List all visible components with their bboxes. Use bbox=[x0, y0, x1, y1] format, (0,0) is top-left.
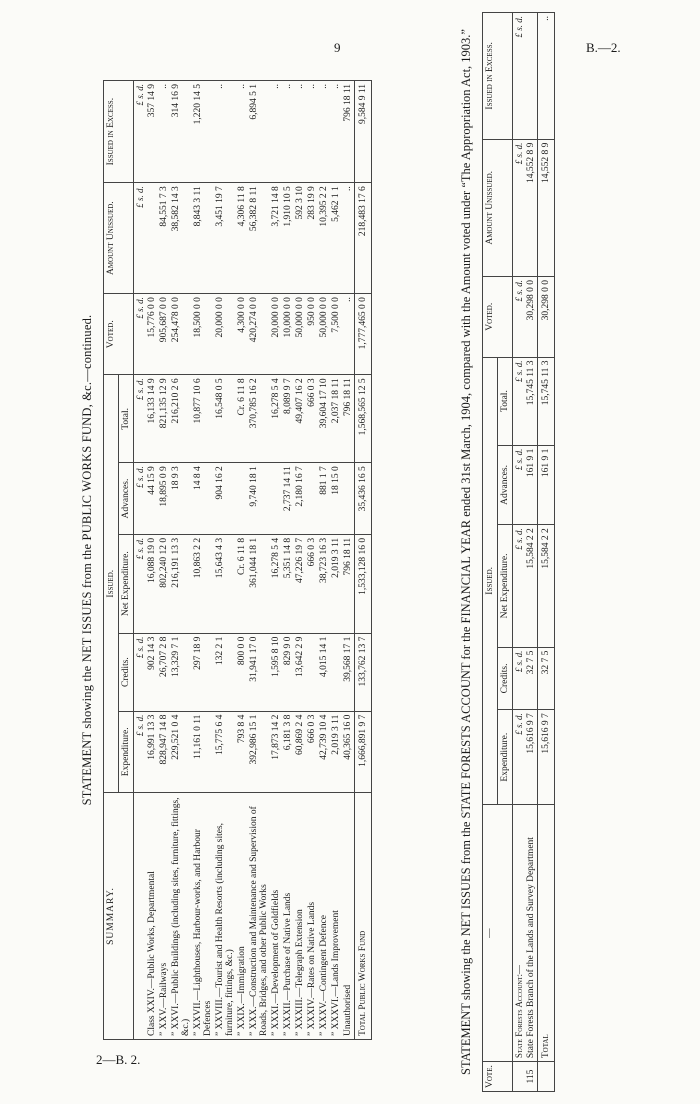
voted-header: Voted. bbox=[483, 276, 513, 357]
row-description: ” XXV.—Railways bbox=[158, 793, 170, 1040]
expenditure-cell: 60,869 2 4 bbox=[294, 711, 306, 792]
excess-cell: .. bbox=[306, 81, 318, 183]
excess-cell: .. bbox=[318, 81, 330, 183]
excess-cell: .. bbox=[538, 13, 555, 140]
unit-label: £ s. d. bbox=[134, 375, 147, 463]
description-header: — bbox=[483, 805, 513, 1062]
voted-cell: 50,000 0 0 bbox=[318, 294, 330, 375]
net-expenditure-cell: 16,088 19 0 bbox=[146, 534, 158, 633]
advances-cell: 35,436 16 5 bbox=[355, 463, 372, 535]
excess-cell: 9,584 9 11 bbox=[355, 81, 372, 183]
excess-cell: .. bbox=[270, 81, 282, 183]
credits-header: Credits. bbox=[498, 647, 513, 710]
net-expenditure-cell: 796 18 11 bbox=[342, 534, 355, 633]
excess-cell bbox=[525, 13, 538, 140]
net-expenditure-cell: 5,351 14 8 bbox=[282, 534, 294, 633]
unissued-cell: 592 3 10 bbox=[294, 183, 306, 294]
expenditure-cell: 392,986 15 1 bbox=[248, 711, 270, 792]
summary-header: SUMMARY. bbox=[104, 793, 134, 1040]
row-description: ” XXXIII.—Telegraph Extension bbox=[294, 793, 306, 1040]
unissued-cell: 38,582 14 3 bbox=[170, 183, 192, 294]
excess-cell: .. bbox=[158, 81, 170, 183]
total-cell: Cr. 6 11 8 bbox=[236, 375, 248, 463]
unissued-cell: 14,552 8 9 bbox=[538, 139, 555, 276]
total-cell: 15,745 11 3 bbox=[538, 357, 555, 445]
unit-label: £ s. d. bbox=[513, 139, 526, 276]
page-footer: 2—B. 2. bbox=[96, 1052, 141, 1067]
total-cell: 39,604 17 10 bbox=[318, 375, 330, 463]
table-row bbox=[294, 81, 306, 1040]
advances-cell: 18 15 0 bbox=[330, 463, 342, 535]
expenditure-header: Expenditure. bbox=[498, 710, 513, 805]
credits-cell: 39,568 17 1 bbox=[342, 633, 355, 711]
unissued-cell: 283 19 9 bbox=[306, 183, 318, 294]
table-row bbox=[158, 81, 170, 1040]
advances-cell: 2,737 14 11 bbox=[282, 463, 294, 535]
public-works-statement bbox=[80, 80, 372, 1040]
unissued-header: Amount Unissued. bbox=[483, 139, 513, 276]
net-expenditure-cell: 15,643 4 3 bbox=[214, 534, 236, 633]
unissued-cell: 3,721 14 8 bbox=[270, 183, 282, 294]
credits-cell: 31,941 17 0 bbox=[248, 633, 270, 711]
total-row bbox=[355, 81, 372, 1040]
row-description: ” XXXV.—Contingent Defence bbox=[318, 793, 330, 1040]
net-expenditure-cell: 16,278 5 4 bbox=[270, 534, 282, 633]
net-expenditure-cell: 47,226 19 7 bbox=[294, 534, 306, 633]
voted-cell: 950 0 0 bbox=[306, 294, 318, 375]
credits-cell: 800 0 0 bbox=[236, 633, 248, 711]
total-cell: 666 0 3 bbox=[306, 375, 318, 463]
voted-cell: 254,478 0 0 bbox=[170, 294, 192, 375]
net-expenditure-cell: 216,191 13 3 bbox=[170, 534, 192, 633]
total-cell: 370,785 16 2 bbox=[248, 375, 270, 463]
net-expenditure-cell: Cr. 6 11 8 bbox=[236, 534, 248, 633]
voted-cell: 15,776 0 0 bbox=[146, 294, 158, 375]
unissued-cell: .. bbox=[342, 183, 355, 294]
table-row bbox=[170, 81, 192, 1040]
credits-cell: 4,015 14 1 bbox=[318, 633, 330, 711]
unissued-cell: 56,382 8 11 bbox=[248, 183, 270, 294]
excess-cell: .. bbox=[282, 81, 294, 183]
credits-cell: 13,329 7 1 bbox=[170, 633, 192, 711]
expenditure-cell: 42,739 10 4 bbox=[318, 711, 330, 792]
total-cell: 821,135 12 9 bbox=[158, 375, 170, 463]
expenditure-header: Expenditure. bbox=[119, 711, 134, 792]
voted-cell: 18,500 0 0 bbox=[192, 294, 214, 375]
unit-label: £ s. d. bbox=[513, 647, 526, 710]
credits-cell: 132 2 1 bbox=[214, 633, 236, 711]
table-row bbox=[282, 81, 294, 1040]
total-cell: 49,407 16 2 bbox=[294, 375, 306, 463]
unit-label: £ s. d. bbox=[513, 710, 526, 805]
table2-body bbox=[513, 13, 555, 1092]
excess-header: Issued in Excess. bbox=[104, 81, 134, 183]
advances-cell: 44 15 9 bbox=[146, 463, 158, 535]
table-row bbox=[236, 81, 248, 1040]
excess-cell: 357 14 9 bbox=[146, 81, 158, 183]
unissued-cell: 218,483 17 6 bbox=[355, 183, 372, 294]
unit-label: £ s. d. bbox=[134, 711, 147, 792]
row-description: ” XXX.—Construction and Maintenance and Supervision of Roads, Bridges, and other Public Works bbox=[248, 793, 270, 1040]
net-expenditure-cell: 15,584 2 2 bbox=[525, 525, 538, 647]
table1-body bbox=[134, 81, 372, 1040]
units-row bbox=[134, 81, 147, 1040]
voted-header: Voted. bbox=[104, 294, 134, 375]
advances-cell: 881 1 7 bbox=[318, 463, 330, 535]
issued-header: Issued. bbox=[483, 357, 498, 805]
advances-header: Advances. bbox=[498, 445, 513, 525]
unit-label: £ s. d. bbox=[513, 445, 526, 525]
excess-cell: .. bbox=[214, 81, 236, 183]
voted-cell: .. bbox=[342, 294, 355, 375]
net-expenditure-cell: 15,584 2 2 bbox=[538, 525, 555, 647]
vote-number: 115 bbox=[525, 1062, 538, 1092]
unit-label: £ s. d. bbox=[134, 183, 147, 294]
credits-cell: 297 18 9 bbox=[192, 633, 214, 711]
voted-cell: 20,000 0 0 bbox=[214, 294, 236, 375]
unit-label: £ s. d. bbox=[513, 525, 526, 647]
voted-cell: 1,777,465 0 0 bbox=[355, 294, 372, 375]
expenditure-cell: 2,019 3 11 bbox=[330, 711, 342, 792]
row-description: ” XXXVI.—Lands Improvement bbox=[330, 793, 342, 1040]
net-expenditure-cell: 666 0 3 bbox=[306, 534, 318, 633]
voted-cell: 420,274 0 0 bbox=[248, 294, 270, 375]
expenditure-cell: 1,666,891 9 7 bbox=[355, 711, 372, 792]
excess-cell: 6,894 5 1 bbox=[248, 81, 270, 183]
row-description: ” XXVI.—Public Buildings (including sites, furniture, fittings, &c.) bbox=[170, 793, 192, 1040]
row-description: ” XXVIII.—Tourist and Health Resorts (including sites, furniture, fittings, &c.) bbox=[214, 793, 236, 1040]
net-expenditure-cell: 802,240 12 0 bbox=[158, 534, 170, 633]
voted-cell: 7,500 0 0 bbox=[330, 294, 342, 375]
credits-cell bbox=[330, 633, 342, 711]
voted-cell: 30,298 0 0 bbox=[525, 276, 538, 357]
advances-cell bbox=[342, 463, 355, 535]
unit-label: £ s. d. bbox=[134, 633, 147, 711]
total-header: Total. bbox=[119, 375, 134, 463]
expenditure-cell: 15,616 9 7 bbox=[525, 710, 538, 805]
section-label: State Forests Account:— bbox=[513, 805, 526, 1062]
unissued-cell: 8,843 3 11 bbox=[192, 183, 214, 294]
advances-cell: 18,895 0 9 bbox=[158, 463, 170, 535]
row-description: ” XXVII.—Lighthouses, Harbour-works, and Harbour Defences bbox=[192, 793, 214, 1040]
total-row bbox=[538, 13, 555, 1092]
advances-cell: 9,740 18 1 bbox=[248, 463, 270, 535]
excess-cell: 314 16 9 bbox=[170, 81, 192, 183]
advances-cell: 2,180 16 7 bbox=[294, 463, 306, 535]
excess-cell: 1,220 14 5 bbox=[192, 81, 214, 183]
total-cell: 216,210 2 6 bbox=[170, 375, 192, 463]
row-description: ” XXIX.—Immigration bbox=[236, 793, 248, 1040]
total-cell: 10,877 10 6 bbox=[192, 375, 214, 463]
unissued-cell: 5,462 1 1 bbox=[330, 183, 342, 294]
state-forests-table bbox=[482, 12, 555, 1092]
unit-label: £ s. d. bbox=[134, 294, 147, 375]
excess-cell: .. bbox=[294, 81, 306, 183]
credits-header: Credits. bbox=[119, 633, 134, 711]
total-cell: 15,745 11 3 bbox=[525, 357, 538, 445]
table-row bbox=[146, 81, 158, 1040]
table-row bbox=[525, 13, 538, 1092]
total-cell: 2,037 18 11 bbox=[330, 375, 342, 463]
net-expenditure-cell: 10,863 2 2 bbox=[192, 534, 214, 633]
table1-title: STATEMENT showing the NET ISSUES from the PUBLIC WORKS FUND, &c.—continued. bbox=[80, 314, 94, 806]
voted-cell: 4,300 0 0 bbox=[236, 294, 248, 375]
table-row bbox=[306, 81, 318, 1040]
excess-cell: .. bbox=[330, 81, 342, 183]
credits-cell: 902 14 3 bbox=[146, 633, 158, 711]
unit-label: £ s. d. bbox=[134, 534, 147, 633]
voted-cell: 10,000 0 0 bbox=[282, 294, 294, 375]
credits-cell: 13,642 2 9 bbox=[294, 633, 306, 711]
table-row bbox=[342, 81, 355, 1040]
expenditure-cell: 6,181 3 8 bbox=[282, 711, 294, 792]
voted-cell: 20,000 0 0 bbox=[270, 294, 282, 375]
expenditure-cell: 40,365 16 0 bbox=[342, 711, 355, 792]
credits-cell: 1,595 8 10 bbox=[270, 633, 282, 711]
advances-cell: 14 8 4 bbox=[192, 463, 214, 535]
voted-cell: 905,687 0 0 bbox=[158, 294, 170, 375]
expenditure-cell: 793 8 4 bbox=[236, 711, 248, 792]
table-row bbox=[214, 81, 236, 1040]
advances-cell: 161 9 1 bbox=[525, 445, 538, 525]
unissued-cell: 1,910 10 5 bbox=[282, 183, 294, 294]
net-expenditure-cell: 2,019 3 11 bbox=[330, 534, 342, 633]
advances-cell: 161 9 1 bbox=[538, 445, 555, 525]
expenditure-cell: 229,521 0 4 bbox=[170, 711, 192, 792]
unissued-cell: 14,552 8 9 bbox=[525, 139, 538, 276]
voted-cell: 30,298 0 0 bbox=[538, 276, 555, 357]
row-description: ” XXXIV.—Rates on Native Lands bbox=[306, 793, 318, 1040]
expenditure-cell: 15,775 6 4 bbox=[214, 711, 236, 792]
advances-cell: 904 16 2 bbox=[214, 463, 236, 535]
advances-cell bbox=[270, 463, 282, 535]
excess-cell: 796 18 11 bbox=[342, 81, 355, 183]
issued-header: Issued. bbox=[104, 375, 119, 793]
advances-cell: 18 9 3 bbox=[170, 463, 192, 535]
public-works-table bbox=[103, 80, 372, 1040]
total-header: Total. bbox=[498, 357, 513, 445]
table-row bbox=[318, 81, 330, 1040]
credits-cell: 829 9 0 bbox=[282, 633, 294, 711]
advances-cell bbox=[306, 463, 318, 535]
row-description: State Forests Branch of the Lands and Survey Department bbox=[525, 805, 538, 1062]
total-cell: 8,089 9 7 bbox=[282, 375, 294, 463]
unit-label: £ s. d. bbox=[134, 463, 147, 535]
total-label: Total bbox=[538, 805, 555, 1062]
total-cell: 16,133 14 9 bbox=[146, 375, 158, 463]
total-cell: 16,278 5 4 bbox=[270, 375, 282, 463]
unit-label: £ s. d. bbox=[513, 13, 526, 140]
table2-title: STATEMENT showing the NET ISSUES from the STATE FORESTS ACCOUNT for the FINANCIAL YEAR ended 31st March, 1904, compared with the Amount voted under “The Appropriation Act, 1903.” bbox=[459, 29, 473, 1075]
unissued-cell: 84,551 7 3 bbox=[158, 183, 170, 294]
unissued-header: Amount Unissued. bbox=[104, 183, 134, 294]
credits-cell: 32 7 5 bbox=[538, 647, 555, 710]
expenditure-cell: 666 0 3 bbox=[306, 711, 318, 792]
unit-label: £ s. d. bbox=[513, 357, 526, 445]
expenditure-cell: 17,873 14 2 bbox=[270, 711, 282, 792]
row-description: ” XXXI.—Development of Goldfields bbox=[270, 793, 282, 1040]
net-expenditure-header: Net Expenditure. bbox=[498, 525, 513, 647]
unit-label: £ s. d. bbox=[513, 276, 526, 357]
page-number: 9 bbox=[334, 40, 341, 55]
total-cell: 796 18 11 bbox=[342, 375, 355, 463]
row-description: ” XXXII.—Purchase of Native Lands bbox=[282, 793, 294, 1040]
advances-cell bbox=[236, 463, 248, 535]
excess-cell: .. bbox=[236, 81, 248, 183]
expenditure-cell: 15,616 9 7 bbox=[538, 710, 555, 805]
net-expenditure-cell: 1,533,128 16 0 bbox=[355, 534, 372, 633]
net-expenditure-cell: 361,044 18 1 bbox=[248, 534, 270, 633]
total-label: Total Public Works Fund bbox=[355, 793, 372, 1040]
expenditure-cell: 828,947 14 8 bbox=[158, 711, 170, 792]
table-row bbox=[192, 81, 214, 1040]
row-description: Unauthorised bbox=[342, 793, 355, 1040]
expenditure-cell: 11,161 0 11 bbox=[192, 711, 214, 792]
vote-header: Vote. bbox=[483, 1062, 513, 1092]
total-cell: 1,568,565 12 5 bbox=[355, 375, 372, 463]
document-reference: B.—2. bbox=[586, 40, 621, 55]
voted-cell: 50,000 0 0 bbox=[294, 294, 306, 375]
excess-header: Issued in Excess. bbox=[483, 13, 513, 140]
row-description: Class XXIV.—Public Works, Departmental bbox=[146, 793, 158, 1040]
unit-label: £ s. d. bbox=[134, 81, 147, 183]
credits-cell bbox=[306, 633, 318, 711]
credits-cell: 133,762 13 7 bbox=[355, 633, 372, 711]
table-row bbox=[248, 81, 270, 1040]
unissued-cell: 4,306 11 8 bbox=[236, 183, 248, 294]
units-row bbox=[513, 13, 526, 1092]
unissued-cell: 10,395 2 2 bbox=[318, 183, 330, 294]
advances-header: Advances. bbox=[119, 463, 134, 535]
unissued-cell: 3,451 19 7 bbox=[214, 183, 236, 294]
table-row bbox=[330, 81, 342, 1040]
table-row bbox=[270, 81, 282, 1040]
expenditure-cell: 16,991 13 3 bbox=[146, 711, 158, 792]
state-forests-statement bbox=[458, 12, 555, 1092]
net-expenditure-header: Net Expenditure. bbox=[119, 534, 134, 633]
credits-cell: 32 7 5 bbox=[525, 647, 538, 710]
credits-cell: 26,707 2 8 bbox=[158, 633, 170, 711]
unissued-cell bbox=[146, 183, 158, 294]
total-cell: 16,548 0 5 bbox=[214, 375, 236, 463]
net-expenditure-cell: 38,723 16 3 bbox=[318, 534, 330, 633]
